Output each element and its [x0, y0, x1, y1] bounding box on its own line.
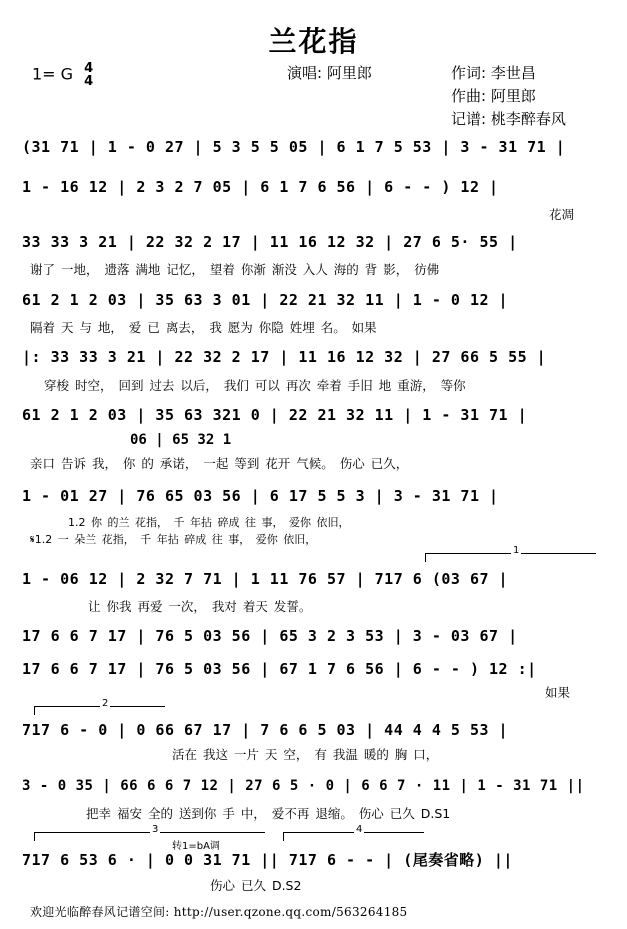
lyricist-credit: 作词: 李世昌: [451, 64, 536, 82]
score-line-1: (31 71 | 1 - 0 27 | 5 3 5 5 05 | 6 1 7 5 53 | 3 - 31 71 |: [22, 138, 566, 156]
song-title: 兰花指: [268, 25, 359, 58]
lyric-line-5: 穿梭 时空， 回到 过去 以后， 我们 可以 再次 牵着 手旧 地 重游， 等你: [44, 378, 466, 393]
score-line-12: 3 - 0 35 | 66 6 6 7 12 | 27 6 5 · 0 | 6 6 7 · 11 | 1 - 31 71 ||: [22, 778, 585, 794]
footer-text: 欢迎光临醉春风记谱空间: http://user.qzone.qq.com/563264185: [30, 905, 408, 919]
lyric-line-6: 亲口 告诉 我， 你 的 承诺， 一起 等到 花开 气候。 伤心 已久，: [30, 456, 409, 471]
ending-bracket-1: [425, 545, 596, 562]
singer-credit: 演唱: 阿里郎: [287, 64, 372, 82]
lyric-line-3: 谢了 一地， 遗落 满地 记忆， 望着 你渐 渐没 入人 海的 背 影， 彷佛: [30, 262, 440, 277]
lyric-line-13: 伤心 已久 D.S2: [210, 878, 302, 893]
score-line-6-alt: 06 | 65 32 1: [130, 432, 232, 448]
score-line-3: 33 33 3 21 | 22 32 2 17 | 11 16 12 32 | 27 6 5· 55 |: [22, 233, 518, 251]
lyric-line-4: 隔着 天 与 地， 爱 已 离去， 我 愿为 你隐 姓埋 名。 如果: [30, 320, 377, 335]
lyric-line-7a: 1.2 你 的兰 花指， 千 年拈 碎成 往 事， 爱你 依旧，: [68, 516, 350, 529]
lyric-line-2: 花凋: [549, 207, 575, 222]
time-top: 4: [84, 61, 94, 76]
ending-bracket-2: [34, 698, 165, 715]
ending-bracket-3: [34, 824, 265, 841]
score-line-10: 17 6 6 7 17 | 76 5 03 56 | 67 1 7 6 56 | 6 - - ) 12 :|: [22, 660, 537, 678]
score-line-13: 717 6 53 6 · | 0 0 31 71 || 717 6 - - | (尾奏省略) ||: [22, 851, 513, 869]
key-label: 1= G: [32, 64, 74, 84]
score-line-4: 61 2 1 2 03 | 35 63 3 01 | 22 21 32 11 | 1 - 0 12 |: [22, 291, 509, 309]
score-line-9: 17 6 6 7 17 | 76 5 03 56 | 65 3 2 3 53 | 3 - 03 67 |: [22, 627, 518, 645]
ending-bracket-4: [283, 824, 424, 841]
ending-number-3: 3: [152, 824, 159, 835]
score-line-2: 1 - 16 12 | 2 3 2 7 05 | 6 1 7 6 56 | 6 - - ) 12 |: [22, 178, 499, 196]
lyric-line-7b: 𝄋1.2 一 朵兰 花指， 千 年拈 碎成 往 事， 爱你 依旧，: [30, 533, 317, 546]
lyric-line-11: 活在 我这 一片 天 空， 有 我温 暖的 胸 口，: [172, 747, 439, 762]
time-signature: [84, 62, 93, 88]
score-line-6: 61 2 1 2 03 | 35 63 321 0 | 22 21 32 11 | 1 - 31 71 |: [22, 406, 528, 424]
lyric-line-8: 让 你我 再爱 一次， 我对 着天 发誓。: [88, 599, 312, 614]
time-bottom: 4: [84, 74, 94, 89]
lyric-line-10: 如果: [545, 685, 571, 700]
score-line-7: 1 - 01 27 | 76 65 03 56 | 6 17 5 5 3 | 3 - 31 71 |: [22, 487, 499, 505]
key-signature: [32, 62, 93, 88]
ending-number-1: 1: [513, 545, 520, 556]
transcriber-credit: 记谱: 桃李醉春风: [451, 110, 566, 128]
score-line-8: 1 - 06 12 | 2 32 7 71 | 1 11 76 57 | 717 6 (03 67 |: [22, 570, 509, 588]
ending-number-2: 2: [102, 698, 109, 709]
score-line-11: 717 6 - 0 | 0 66 67 17 | 7 6 6 5 03 | 44 4 4 5 53 |: [22, 721, 509, 739]
ending-number-4: 4: [356, 824, 363, 835]
modulation-mark: 转1=bA调: [172, 841, 220, 852]
score-line-5: |: 33 33 3 21 | 22 32 2 17 | 11 16 12 32 | 27 66 5 55 |: [22, 348, 547, 366]
composer-credit: 作曲: 阿里郎: [451, 87, 536, 105]
lyric-line-12: 把幸 福安 全的 送到你 手 中， 爱不再 退缩。 伤心 已久 D.S1: [86, 806, 451, 821]
